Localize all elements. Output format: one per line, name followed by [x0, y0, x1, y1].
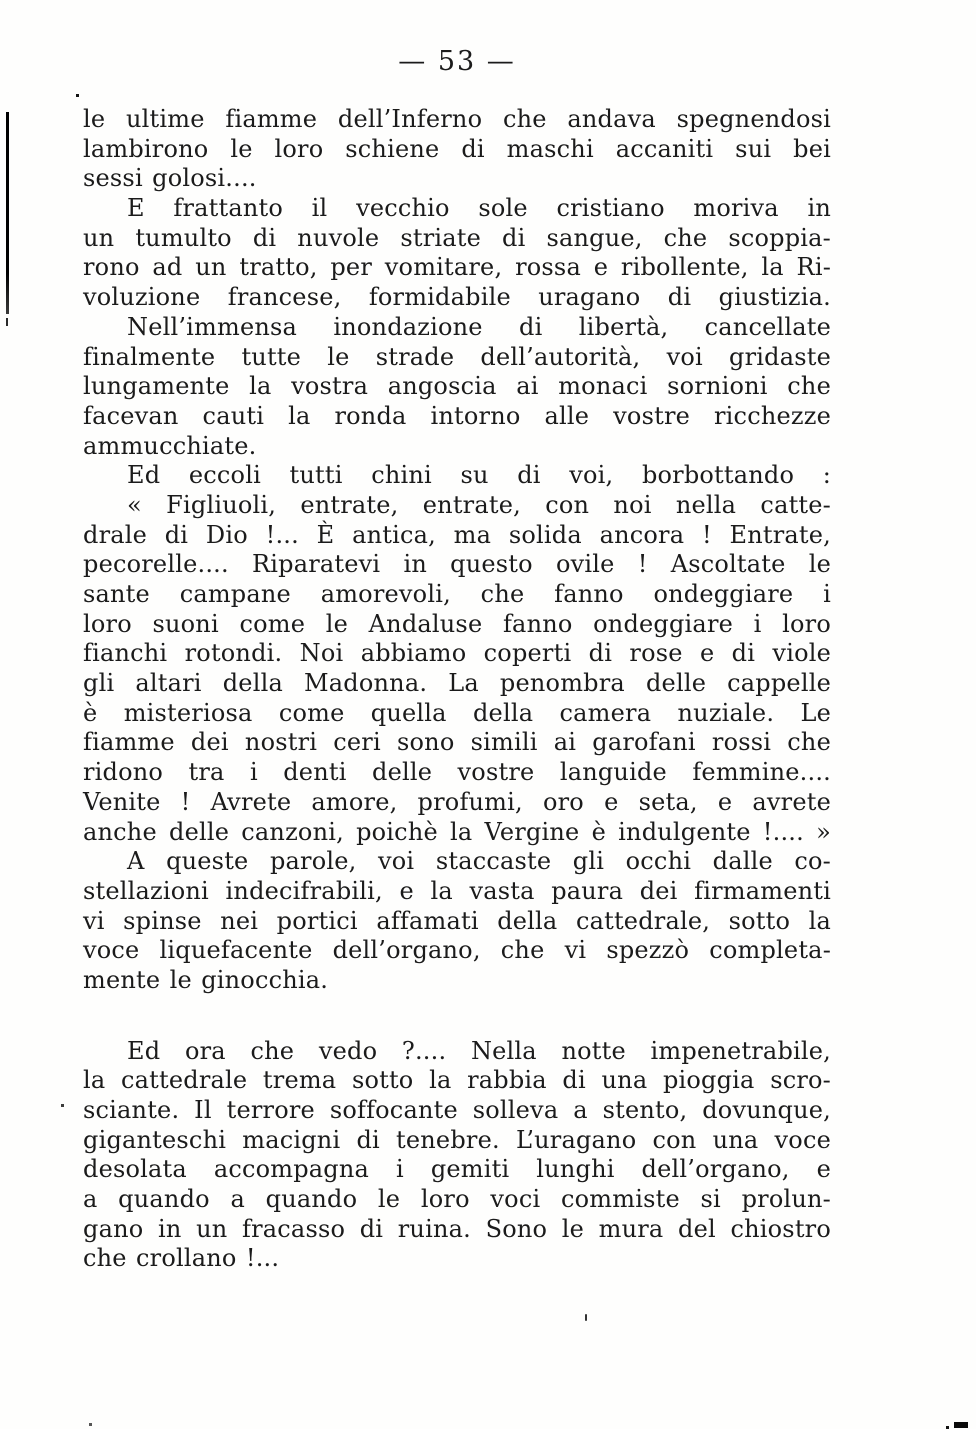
scan-artifact-corner-mark — [954, 1422, 968, 1428]
text-line: lungamente la vostra angoscia ai monaci sornioni che — [83, 372, 831, 401]
text-line: anche delle canzoni, poichè la Vergine è indulgente !.... » — [83, 817, 831, 846]
page-number: — 53 — — [398, 46, 516, 77]
text-line: stellazioni indecifrabili, e la vasta paura dei firmamenti — [83, 876, 831, 905]
text-line: loro suoni come le Andaluse fanno ondeggiare i loro — [83, 609, 831, 638]
text-line: sessi golosi.... — [83, 164, 257, 193]
text-line: ridono tra i denti delle vostre languide femmine.... — [83, 758, 831, 787]
page-body — [83, 105, 831, 1274]
text-line: sante campane amorevoli, che fanno ondeggiare i — [83, 580, 831, 608]
text-line: voce liquefacente dell’organo, che vi spezzò completa- — [83, 936, 831, 965]
scan-artifact-speck — [585, 1314, 587, 1321]
text-line: le ultime fiamme dell’Inferno che andava spegnendosi — [83, 105, 831, 133]
text-line: vi spinse nei portici affamati della cattedrale, sotto la — [83, 906, 831, 935]
text-line: lambirono le loro schiene di maschi accaniti sui bei — [83, 134, 831, 163]
scan-artifact-speck — [61, 1104, 64, 1107]
text-line: un tumulto di nuvole striate di sangue, che scoppia- — [83, 223, 831, 252]
text-line: drale di Dio !... È antica, ma solida ancora ! Entrate, — [83, 520, 831, 549]
scan-artifact-speck — [76, 94, 79, 97]
text-line: pecorelle.... Riparatevi in questo ovile ! Ascoltate le — [83, 550, 831, 579]
text-line: facevan cauti la ronda intorno alle vostre ricchezze — [83, 401, 831, 430]
text-line: Nell’immensa inondazione di libertà, cancellate — [127, 312, 831, 341]
text-line: gli altari della Madonna. La penombra delle cappelle — [83, 669, 831, 698]
text-line: ammucchiate. — [83, 431, 257, 460]
text-line: sciante. Il terrore soffocante solleva a stento, dovunque, — [83, 1096, 831, 1124]
text-line: Ed eccoli tutti chini su di voi, borbottando : — [127, 461, 831, 490]
text-line: giganteschi macigni di tenebre. L’uragano con una voce — [83, 1125, 831, 1154]
text-line: desolata accompagna i gemiti lunghi dell’organo, e — [83, 1155, 831, 1184]
scan-artifact-binding-tail — [6, 318, 8, 326]
text-line: A queste parole, voi staccaste gli occhi dalle co- — [127, 847, 831, 876]
text-line: « Figliuoli, entrate, entrate, con noi nella catte- — [127, 490, 831, 519]
text-line: gano in un fracasso di ruina. Sono le mura del chiostro — [83, 1214, 831, 1243]
text-line: E frattanto il vecchio sole cristiano moriva in — [127, 194, 831, 223]
text-line: rono ad un tratto, per vomitare, rossa e ribollente, la Ri- — [83, 253, 831, 282]
text-line: a quando a quando le loro voci commiste si prolun- — [83, 1185, 831, 1214]
text-line: finalmente tutte le strade dell’autorità, voi gridaste — [83, 342, 831, 371]
text-line: è misteriosa come quella della camera nuziale. Le — [83, 698, 831, 727]
scan-artifact-binding-line — [6, 112, 9, 314]
text-line: Ed ora che vedo ?.... Nella notte impenetrabile, — [127, 1036, 831, 1065]
scan-artifact-speck — [89, 1423, 92, 1426]
text-line: fiamme dei nostri ceri sono simili ai garofani rossi che — [83, 728, 831, 757]
text-line: che crollano !... — [83, 1244, 280, 1273]
text-line: fianchi rotondi. Noi abbiamo coperti di rose e di viole — [83, 639, 831, 668]
text-line: mente le ginocchia. — [83, 965, 329, 994]
text-line: voluzione francese, formidabile uragano di giustizia. — [83, 283, 831, 312]
text-line: la cattedrale trema sotto la rabbia di una pioggia scro- — [83, 1066, 831, 1095]
text-line: Venite ! Avrete amore, profumi, oro e seta, e avrete — [83, 787, 831, 816]
